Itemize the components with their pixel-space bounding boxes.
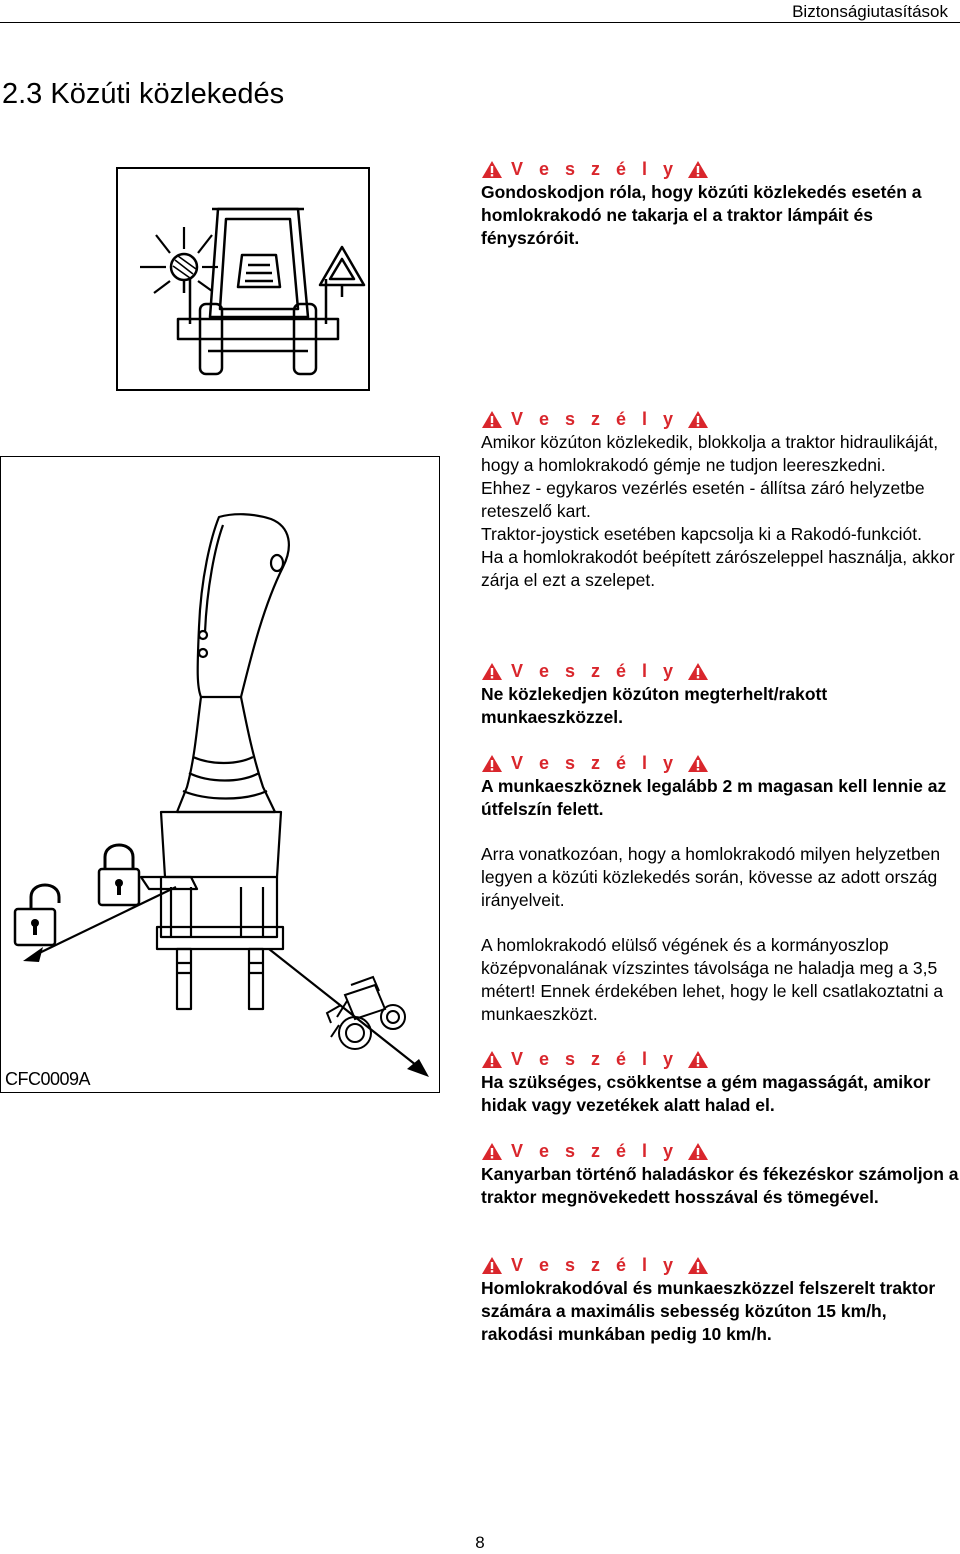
section-title: 2.3 Közúti közlekedés (2, 78, 285, 110)
warning-icon (481, 662, 503, 681)
warning-icon (481, 410, 503, 429)
warning-icon (481, 160, 503, 179)
instruction-text: Traktor-joystick esetében kapcsolja ki a Rakodó-funkciót. (481, 524, 922, 544)
warning-icon (481, 1142, 503, 1161)
warning-text: Ne közlekedjen közúton megterhelt/rakott munkaeszközzel. (481, 684, 828, 727)
warning-block-5 (481, 1048, 959, 1117)
warning-heading: V e s z é l y (481, 660, 959, 683)
page-number: 8 (475, 1533, 485, 1552)
warning-text: Ha szükséges, csökkentse a gém magasságát, amikor hidak vagy vezetékek alatt halad el. (481, 1072, 931, 1115)
warning-block-7 (481, 1254, 959, 1346)
open-lock-icon (15, 885, 59, 945)
warning-text: Homlokrakodóval és munkaeszközzel felszerelt traktor számára a maximális sebesség közúton 15 km/h, rakodási munkában pedig 10 km/h. (481, 1278, 936, 1344)
warning-block-1 (481, 158, 959, 250)
warning-icon (687, 662, 709, 681)
warning-text: Amikor közúton közlekedik, blokkolja a traktor hidraulikáját, hogy a homlokrakodó gémje ne tudjon leereszkedni. (481, 432, 939, 475)
warning-icon (687, 1256, 709, 1275)
warning-block-6 (481, 1140, 959, 1209)
header-rule (0, 22, 960, 23)
warning-heading: V e s z é l y (481, 158, 959, 181)
warning-icon (481, 1256, 503, 1275)
warning-icon (481, 754, 503, 773)
warning-heading: V e s z é l y (481, 752, 959, 775)
joystick-lock-figure (0, 456, 440, 1093)
warning-text: A munkaeszköznek legalább 2 m magasan kell lennie az útfelszín felett. (481, 776, 947, 819)
warning-block-2 (481, 408, 959, 592)
warning-icon (481, 1050, 503, 1069)
warning-block-3 (481, 660, 959, 729)
warning-text: Kanyarban történő haladáskor és fékezéskor számoljon a traktor megnövekedett hosszával és tömegével. (481, 1164, 959, 1207)
warning-icon (687, 1142, 709, 1161)
tractor-lights-figure (116, 167, 370, 391)
warning-heading: V e s z é l y (481, 408, 959, 431)
warning-icon (687, 410, 709, 429)
warning-icon (687, 160, 709, 179)
paragraph-1 (481, 843, 959, 912)
figure-code: CFC0009A (5, 1069, 91, 1089)
closed-lock-icon (99, 845, 139, 905)
instruction-text: Ha a homlokrakodót beépített zárószeleppel használja, akkor zárja el ezt a szelepet. (481, 547, 955, 590)
warning-icon (687, 1050, 709, 1069)
warning-heading: V e s z é l y (481, 1254, 959, 1277)
instruction-text: Ehhez - egykaros vezérlés esetén - állítsa záró helyzetbe reteszelő kart. (481, 478, 925, 521)
warning-heading: V e s z é l y (481, 1140, 959, 1163)
warning-heading: V e s z é l y (481, 1048, 959, 1071)
paragraph-2 (481, 934, 959, 1026)
running-header: Biztonságiutasítások (792, 2, 948, 21)
warning-icon (687, 754, 709, 773)
body-text: A homlokrakodó elülső végének és a kormányoszlop középvonalának vízszintes távolsága ne haladja meg a 3,5 métert! Ennek érdekében lehet, hogy le kell csatlakoztatni a munkaeszközt. (481, 935, 944, 1024)
warning-block-4 (481, 752, 959, 821)
warning-text: Gondoskodjon róla, hogy közúti közlekedés esetén a homlokrakodó ne takarja el a traktor lámpáit és fényszóróit. (481, 182, 922, 248)
tractor-icon (327, 977, 405, 1049)
body-text: Arra vonatkozóan, hogy a homlokrakodó milyen helyzetben legyen a közúti közlekedés során, kövesse az adott ország irányelveit. (481, 844, 941, 910)
